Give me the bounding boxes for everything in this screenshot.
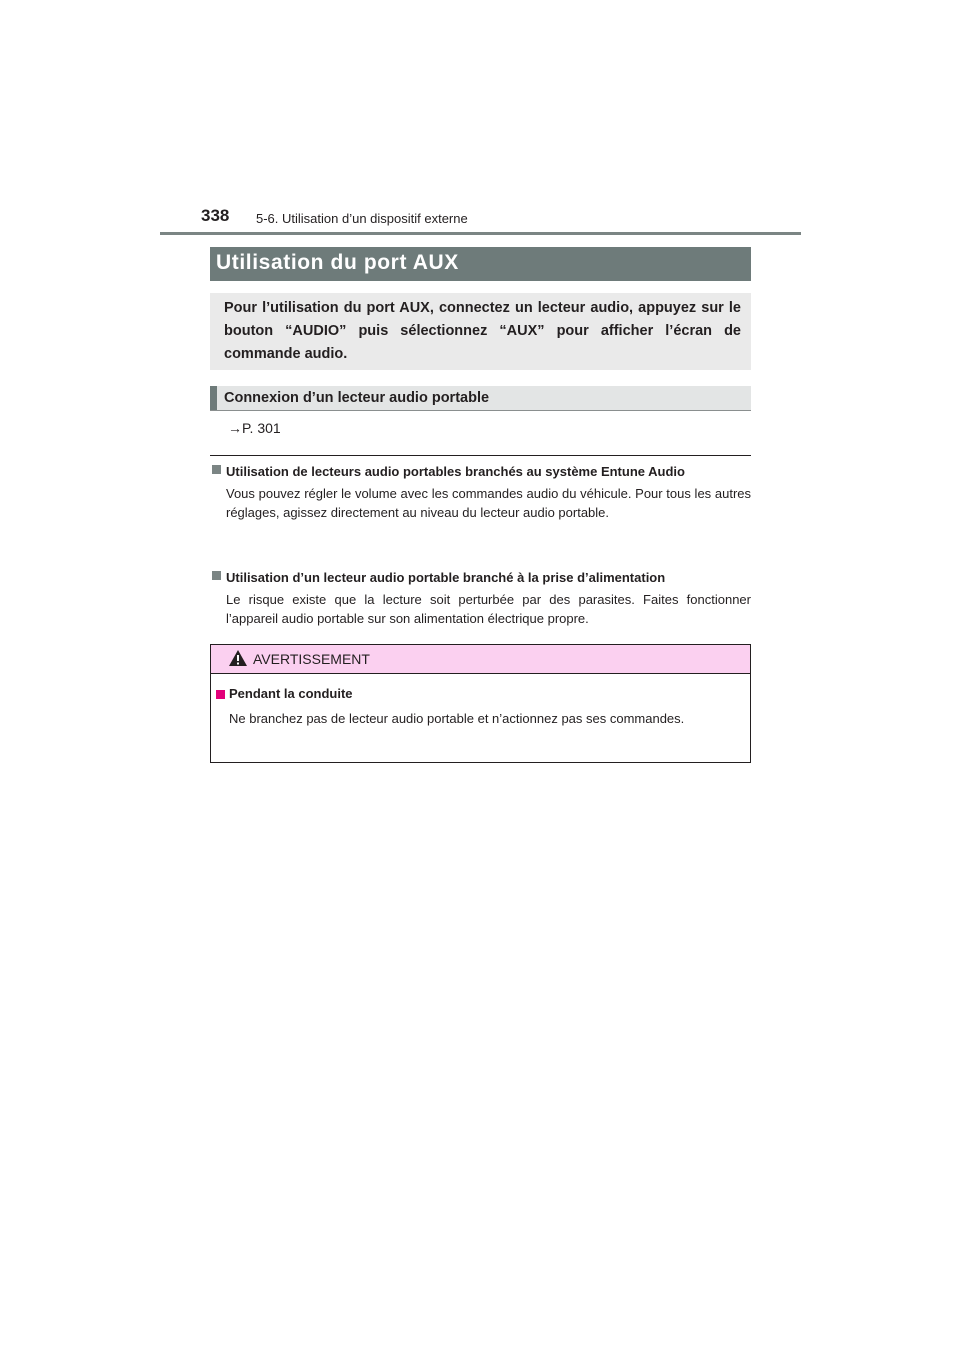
section-divider bbox=[210, 455, 751, 456]
square-bullet-icon bbox=[212, 465, 221, 474]
note-item bbox=[210, 462, 751, 522]
page-title: Utilisation du port AUX bbox=[216, 251, 459, 274]
warning-box bbox=[210, 644, 751, 763]
warning-label: AVERTISSEMENT bbox=[253, 651, 370, 667]
warning-header bbox=[211, 645, 750, 674]
intro-box bbox=[210, 293, 751, 370]
intro-text: Pour l’utilisation du port AUX, connectez un lecteur audio, appuyez sur le bouton “AUDIO” puis sélectionnez “AUX” pour afficher l’écran de commande audio. bbox=[224, 300, 741, 362]
section-breadcrumb: 5-6. Utilisation d’un dispositif externe bbox=[256, 211, 468, 226]
warning-heading: Pendant la conduite bbox=[229, 686, 353, 701]
page-number: 338 bbox=[201, 206, 230, 225]
note-heading: Utilisation d’un lecteur audio portable branché à la prise d’alimentation bbox=[226, 570, 666, 585]
warning-triangle-icon bbox=[228, 649, 248, 667]
subsection-header bbox=[210, 386, 751, 411]
subsection-accent-bar bbox=[210, 386, 217, 410]
page-reference-link[interactable]: →P. 301 bbox=[228, 420, 281, 436]
title-bar bbox=[210, 247, 751, 281]
warning-body: Ne branchez pas de lecteur audio portable et n’actionnez pas ses commandes. bbox=[229, 711, 685, 726]
note-heading: Utilisation de lecteurs audio portables branchés au système Entune Audio bbox=[226, 464, 685, 479]
note-item bbox=[210, 568, 751, 628]
note-body: Le risque existe que la lecture soit perturbée par des parasites. Faites fonctionner l’appareil audio portable sur son alimentation électrique propre. bbox=[226, 592, 751, 626]
note-body: Vous pouvez régler le volume avec les commandes audio du véhicule. Pour tous les autres réglages, agissez directement au niveau du lecteur audio portable. bbox=[226, 486, 751, 520]
square-bullet-icon bbox=[212, 571, 221, 580]
header-divider bbox=[160, 232, 801, 235]
subsection-title: Connexion d’un lecteur audio portable bbox=[224, 390, 490, 406]
square-bullet-icon bbox=[216, 690, 225, 699]
